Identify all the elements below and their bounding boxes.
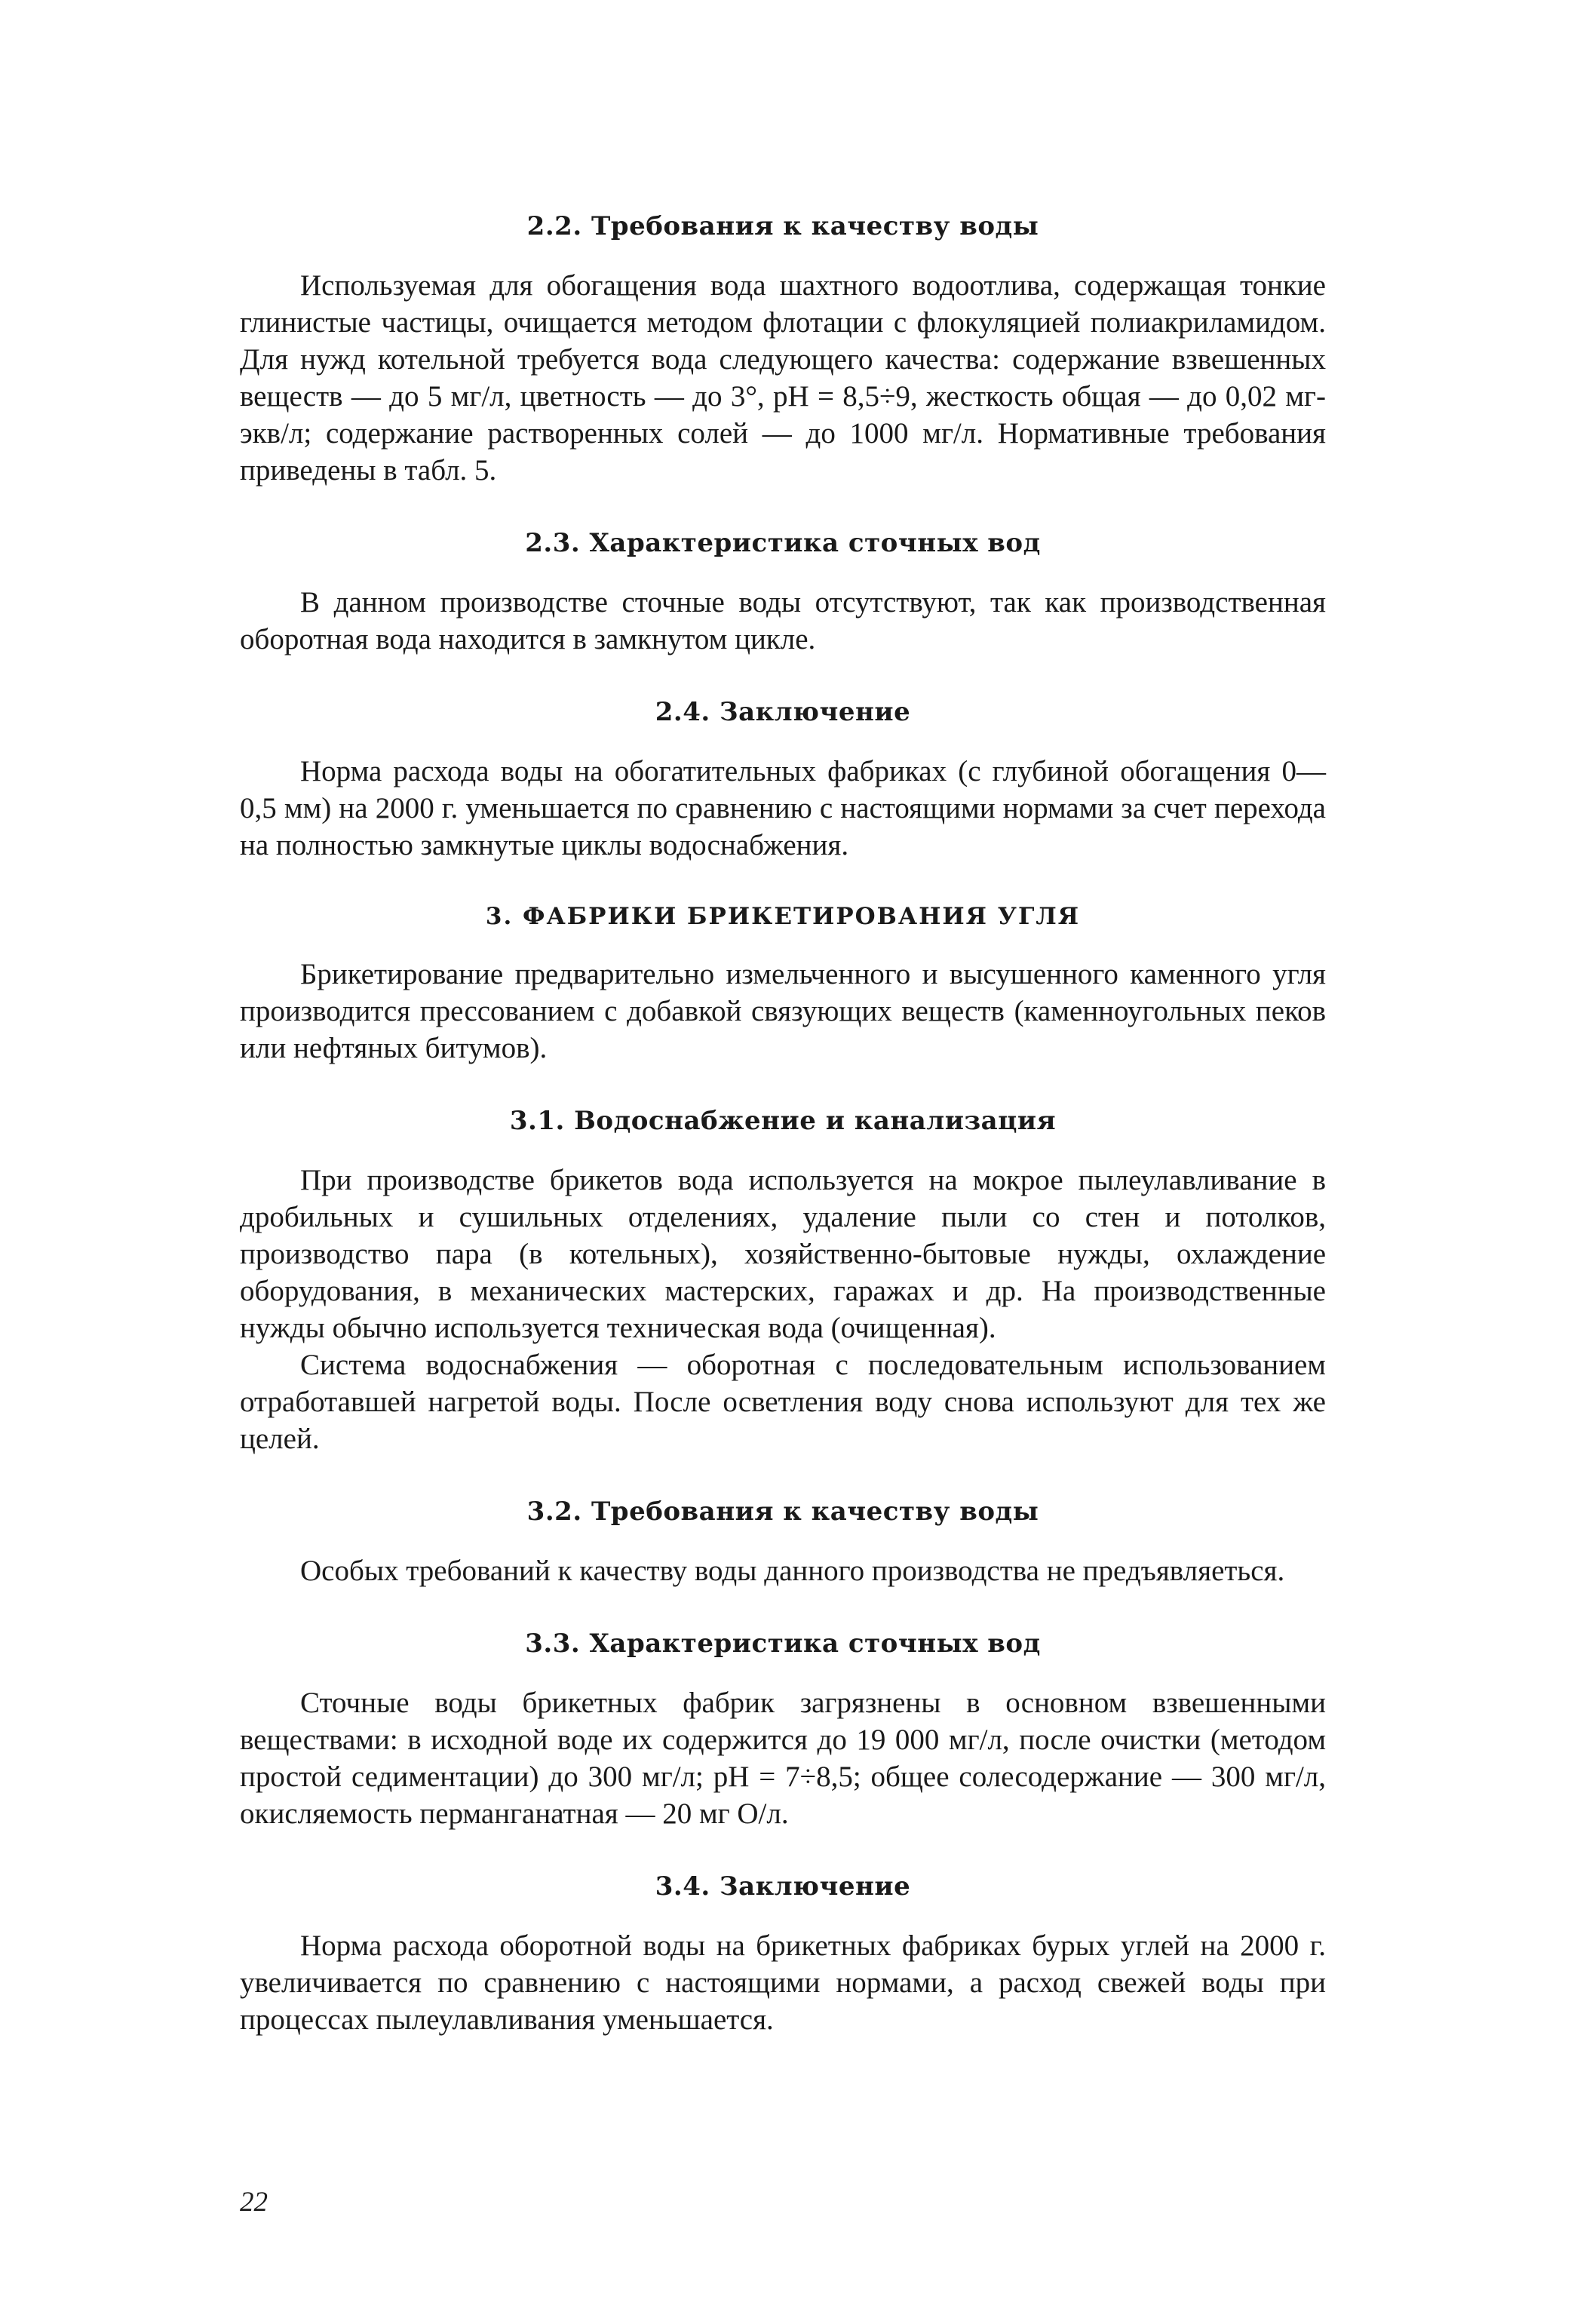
paragraph-2-3: В данном производстве сточные воды отсутствуют, так как производственная оборотная вода находится в замкнутом цикле.	[240, 586, 1326, 655]
document-page	[240, 211, 1326, 2038]
paragraph-3-4: Норма расхода оборотной воды на брикетных фабриках бурых углей на 2000 г. увеличивается по сравнению с настоящими нормами, а расход свежей воды при процессах пылеулавливания уменьшается.	[240, 1930, 1326, 2036]
section-title-2-3: 2.3. Характеристика сточных вод	[525, 528, 1041, 558]
section-title-3-3: 3.3. Характеристика сточных вод	[525, 1629, 1041, 1659]
section-title-3-4: 3.4. Заключение	[655, 1871, 911, 1902]
paragraph-3-1-a: При производстве брикетов вода используется на мокрое пылеулавливание в дробильных и сушильных отделениях, удаление пыли со стен и потолков, производство пара (в котельных), хозяйственно-бытовые нужды, охлаждение оборудования, в механических мастерских, гаражах и др. На производственные нужды обычно используется техническая вода (очищенная).	[240, 1164, 1326, 1344]
paragraph-2-4: Норма расхода воды на обогатительных фабриках (с глубиной обогащения 0—0,5 мм) на 2000 г. уменьшается по сравнению с настоящими нормами за счет перехода на полностью замкнутые циклы водоснабжения.	[240, 755, 1326, 861]
paragraph-3: Брикетирование предварительно измельченного и высушенного каменного угля производится прессованием с добавкой связующих веществ (каменноугольных пеков или нефтяных битумов).	[240, 958, 1326, 1064]
section-title-3-2: 3.2. Требования к качеству воды	[526, 1497, 1039, 1527]
paragraph-2-2: Используемая для обогащения вода шахтного водоотлива, содержащая тонкие глинистые частицы, очищается методом флотации с флокуляцией полиакриламидом. Для нужд котельной требуется вода следующего качества: содержание взвешенных веществ — до 5 мг/л, цветность — до 3°, pH = 8,5÷9, жесткость общая — до 0,02 мг-экв/л; содержание растворенных солей — до 1000 мг/л. Нормативные требования приведены в табл. 5.	[240, 269, 1326, 487]
paragraph-3-3: Сточные воды брикетных фабрик загрязнены в основном взвешенными веществами: в исходной воде их содержится до 19 000 мг/л, после очистки (методом простой седиментации) до 300 мг/л; pH = 7÷8,5; общее солесодержание — 300 мг/л, окисляемость перманганатная — 20 мг О/л.	[240, 1687, 1326, 1830]
paragraph-3-1-b: Система водоснабжения — оборотная с последовательным использованием отработавшей нагретой воды. После осветления воду снова используют для тех же целей.	[240, 1349, 1326, 1455]
section-title-2-2: 2.2. Требования к качеству воды	[526, 211, 1039, 241]
page-number: 22	[240, 2187, 268, 2218]
paragraph-3-2: Особых требований к качеству воды данного производства не предъявляеться.	[300, 1555, 1285, 1587]
chapter-title-3: 3. ФАБРИКИ БРИКЕТИРОВАНИЯ УГЛЯ	[485, 903, 1081, 930]
section-title-2-4: 2.4. Заключение	[655, 697, 911, 727]
section-title-3-1: 3.1. Водоснабжение и канализация	[509, 1106, 1057, 1136]
